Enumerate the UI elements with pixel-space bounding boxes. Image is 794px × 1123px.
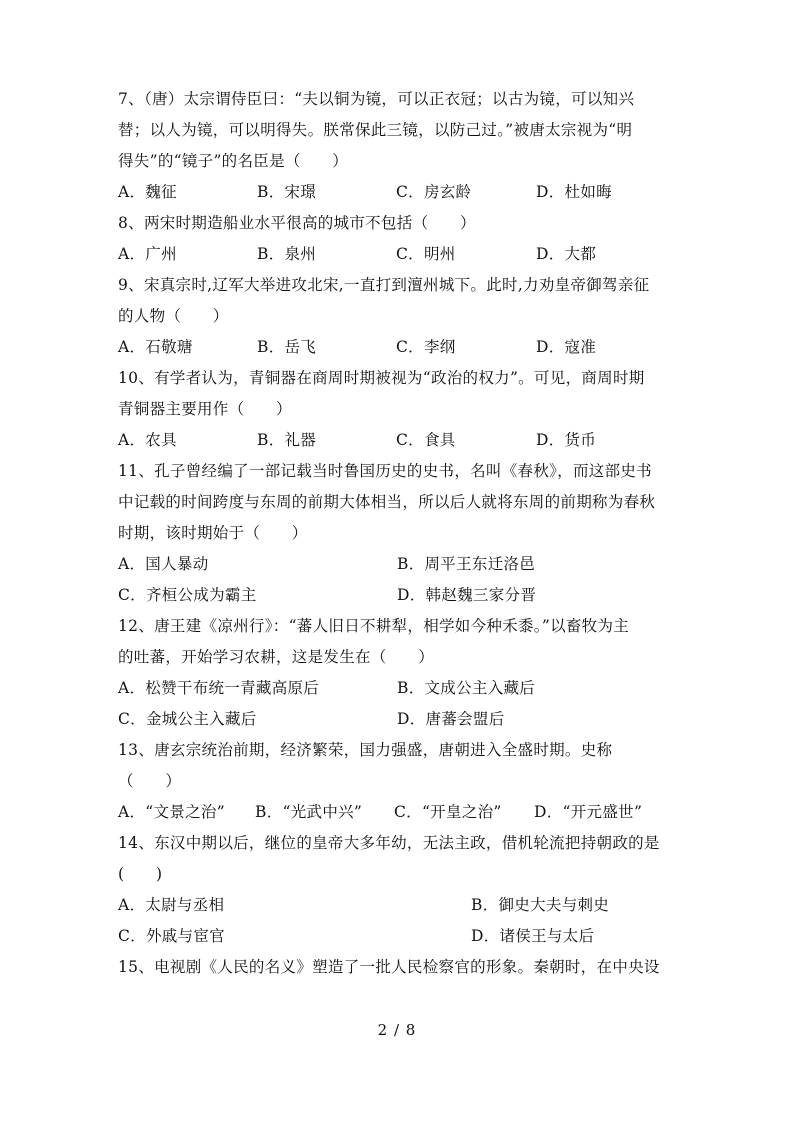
option-b: B．文成公主入藏后	[397, 679, 536, 697]
options-row	[118, 921, 674, 952]
option-b: B．泉州	[257, 245, 317, 263]
question-text: 8、两宋时期造船业水平很高的城市不包括（ ）	[118, 214, 476, 232]
option-b: B．礼器	[257, 431, 317, 449]
question-text: 得失”的“镜子”的名臣是（ ）	[118, 152, 349, 170]
question-text: 时期，该时期始于（ ）	[118, 524, 308, 542]
options-row	[118, 890, 674, 921]
option-a: A．国人暴动	[118, 555, 209, 573]
options-row	[118, 580, 674, 611]
question-12	[118, 611, 674, 735]
question-14	[118, 828, 674, 952]
question-text: 14、东汉中期以后，继位的皇帝大多年幼，无法主政，借机轮流把持朝政的是	[118, 834, 660, 852]
question-text: 15、电视剧《人民的名义》塑造了一批人民检察官的形象。秦朝时，在中央设	[118, 958, 660, 976]
question-text: ( )	[118, 865, 163, 883]
option-a: A．广州	[118, 245, 177, 263]
question-text: 10、有学者认为，青铜器在商周时期被视为“政治的权力”。可见，商周时期	[118, 369, 645, 387]
question-text: 11、孔子曾经编了一部记载当时鲁国历史的史书，名叫《春秋》，而这部史书	[118, 462, 652, 480]
option-d: D．大都	[536, 245, 597, 263]
option-d: D．杜如晦	[536, 183, 612, 201]
option-d: D．寇准	[536, 338, 597, 356]
options-row	[118, 425, 674, 456]
option-c: C．李纲	[396, 338, 456, 356]
option-a: A．石敬瑭	[118, 338, 193, 356]
option-d: D．唐蕃会盟后	[397, 710, 505, 728]
options-row	[118, 332, 674, 363]
question-text: 9、宋真宗时,辽军大举进攻北宋,一直打到澶州城下。此时,力劝皇帝御驾亲征	[118, 276, 650, 294]
option-a: A．魏征	[118, 183, 177, 201]
option-a: A．松赞干布统一青藏高原后	[118, 679, 320, 697]
option-b: B．岳飞	[257, 338, 317, 356]
options-row	[118, 797, 674, 828]
option-c: C．食具	[396, 431, 456, 449]
question-text: 替；以人为镜，可以明得失。朕常保此三镜，以防己过。”被唐太宗视为“明	[118, 121, 633, 139]
question-text: 的吐蕃，开始学习农耕，这是发生在（ ）	[118, 648, 435, 666]
option-c: C．外戚与宦官	[118, 927, 225, 945]
question-text: 12、唐王建《凉州行》：“蕃人旧日不耕犁，相学如今种禾黍。”以畜牧为主	[118, 617, 630, 635]
option-c: C．“开皇之治”	[394, 803, 502, 821]
question-text: 中记载的时间跨度与东周的前期大体相当，所以后人就将东周的前期称为春秋	[118, 493, 656, 511]
option-d: D．“开元盛世”	[534, 803, 643, 821]
exam-page	[118, 84, 674, 983]
question-11	[118, 456, 674, 611]
options-row	[118, 549, 674, 580]
option-b: B．御史大夫与刺史	[471, 896, 610, 914]
option-d: D．货币	[536, 431, 597, 449]
question-text: 的人物（ ）	[118, 307, 229, 325]
question-text: （ ）	[118, 772, 182, 790]
option-b: B．周平王东迁洛邑	[397, 555, 536, 573]
question-7	[118, 84, 674, 208]
option-c: C．明州	[396, 245, 456, 263]
question-10	[118, 363, 674, 456]
question-15	[118, 952, 674, 983]
option-b: B．宋璟	[257, 183, 317, 201]
page-number: 2 / 8	[377, 1021, 417, 1039]
question-9	[118, 270, 674, 363]
question-8	[118, 208, 674, 270]
option-a: A．“文景之治”	[118, 803, 225, 821]
option-a: A．农具	[118, 431, 177, 449]
options-row	[118, 673, 674, 704]
question-13	[118, 735, 674, 828]
option-c: C．金城公主入藏后	[118, 710, 257, 728]
option-c: C．齐桓公成为霸主	[118, 586, 257, 604]
options-row	[118, 704, 674, 735]
option-d: D．韩赵魏三家分晋	[397, 586, 537, 604]
question-text: 青铜器主要用作（ ）	[118, 400, 292, 418]
options-row	[118, 177, 674, 208]
option-d: D．诸侯王与太后	[471, 927, 595, 945]
option-c: C．房玄龄	[396, 183, 472, 201]
option-a: A．太尉与丞相	[118, 896, 225, 914]
question-text: 13、唐玄宗统治前期，经济繁荣，国力强盛，唐朝进入全盛时期。史称	[118, 741, 613, 759]
options-row	[118, 239, 674, 270]
question-text: 7、（唐）太宗谓侍臣曰：“夫以铜为镜，可以正衣冠；以古为镜，可以知兴	[118, 90, 635, 108]
option-b: B．“光武中兴”	[255, 803, 363, 821]
